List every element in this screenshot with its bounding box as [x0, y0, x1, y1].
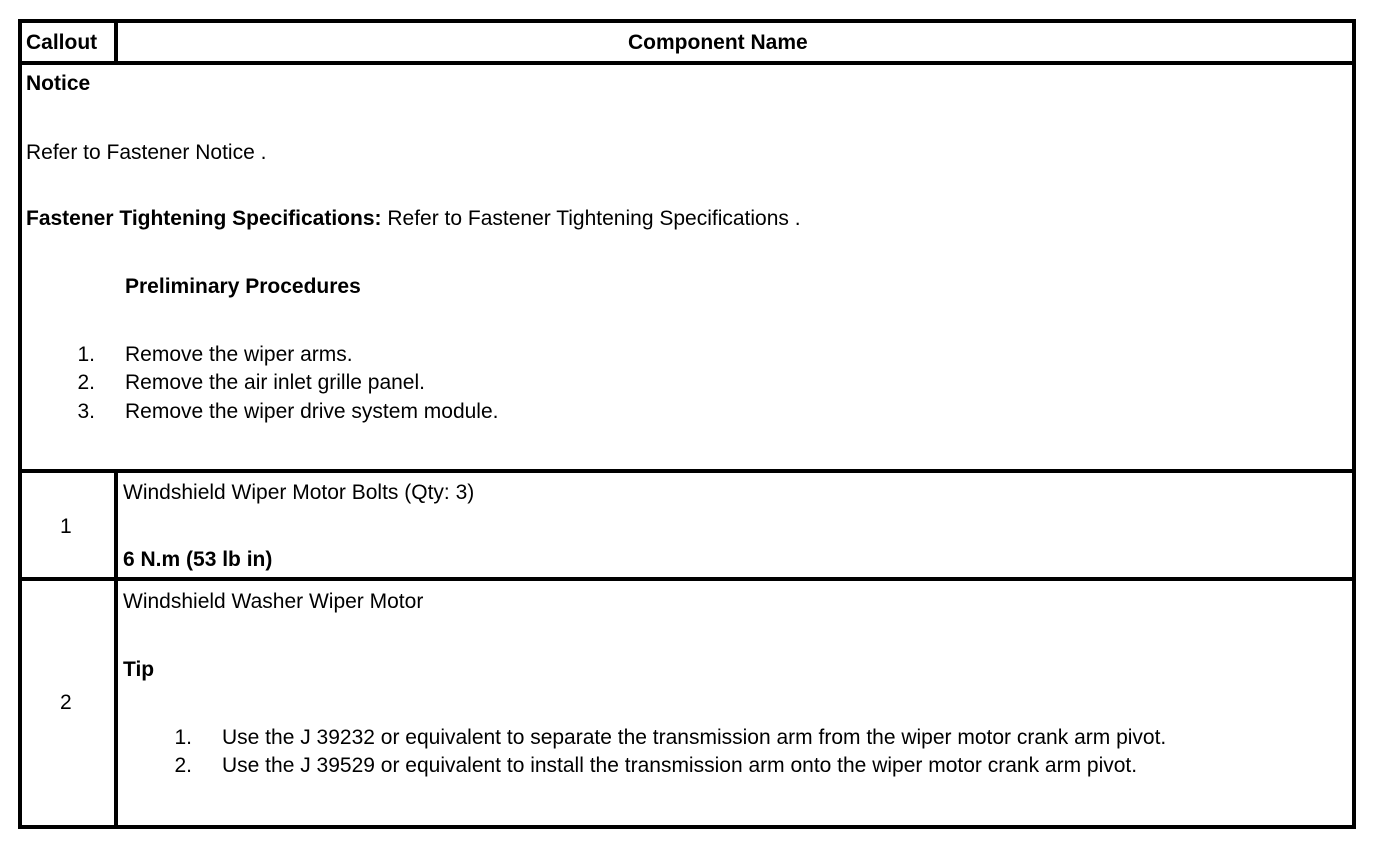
- notice-refer-text: Refer to Fastener Notice .: [26, 141, 267, 164]
- header-column-divider: [114, 23, 118, 61]
- row-1-divider: [22, 577, 1352, 581]
- notice-title: Notice: [26, 72, 91, 95]
- prelim-step-number: 2.: [77, 371, 95, 394]
- prelim-step-text: Remove the air inlet grille panel.: [125, 371, 425, 394]
- prelim-step-number: 1.: [77, 343, 95, 366]
- row-1-component-name: Windshield Wiper Motor Bolts (Qty: 3): [123, 481, 475, 504]
- prelim-step-number: 3.: [77, 400, 95, 423]
- header-component-name: Component Name: [628, 31, 808, 54]
- row-1-torque-spec: 6 N.m (53 lb in): [123, 548, 273, 571]
- tip-step-number: 2.: [174, 754, 192, 777]
- preliminary-procedures-title: Preliminary Procedures: [125, 275, 361, 298]
- tip-step-number: 1.: [174, 726, 192, 749]
- row-2-tip-title: Tip: [123, 658, 155, 681]
- header-callout: Callout: [26, 31, 98, 54]
- fastener-spec-label: Fastener Tightening Specifications:: [26, 207, 382, 230]
- tip-step-text: Use the J 39232 or equivalent to separate the transmission arm from the wiper motor crank arm pivot.: [222, 726, 1167, 749]
- tip-step-text: Use the J 39529 or equivalent to install the transmission arm onto the wiper motor crank arm pivot.: [222, 754, 1138, 777]
- row-2-component-name: Windshield Washer Wiper Motor: [123, 590, 424, 613]
- rows-column-divider: [114, 469, 118, 829]
- header-row-divider: [22, 61, 1352, 65]
- prelim-step-text: Remove the wiper drive system module.: [125, 400, 499, 423]
- fastener-spec-line: [26, 208, 801, 229]
- fastener-spec-text: Refer to Fastener Tightening Specifications .: [381, 207, 801, 230]
- notice-row-divider: [22, 469, 1352, 473]
- row-2-callout: 2: [60, 691, 72, 714]
- row-1-callout: 1: [60, 515, 72, 538]
- prelim-step-text: Remove the wiper arms.: [125, 343, 353, 366]
